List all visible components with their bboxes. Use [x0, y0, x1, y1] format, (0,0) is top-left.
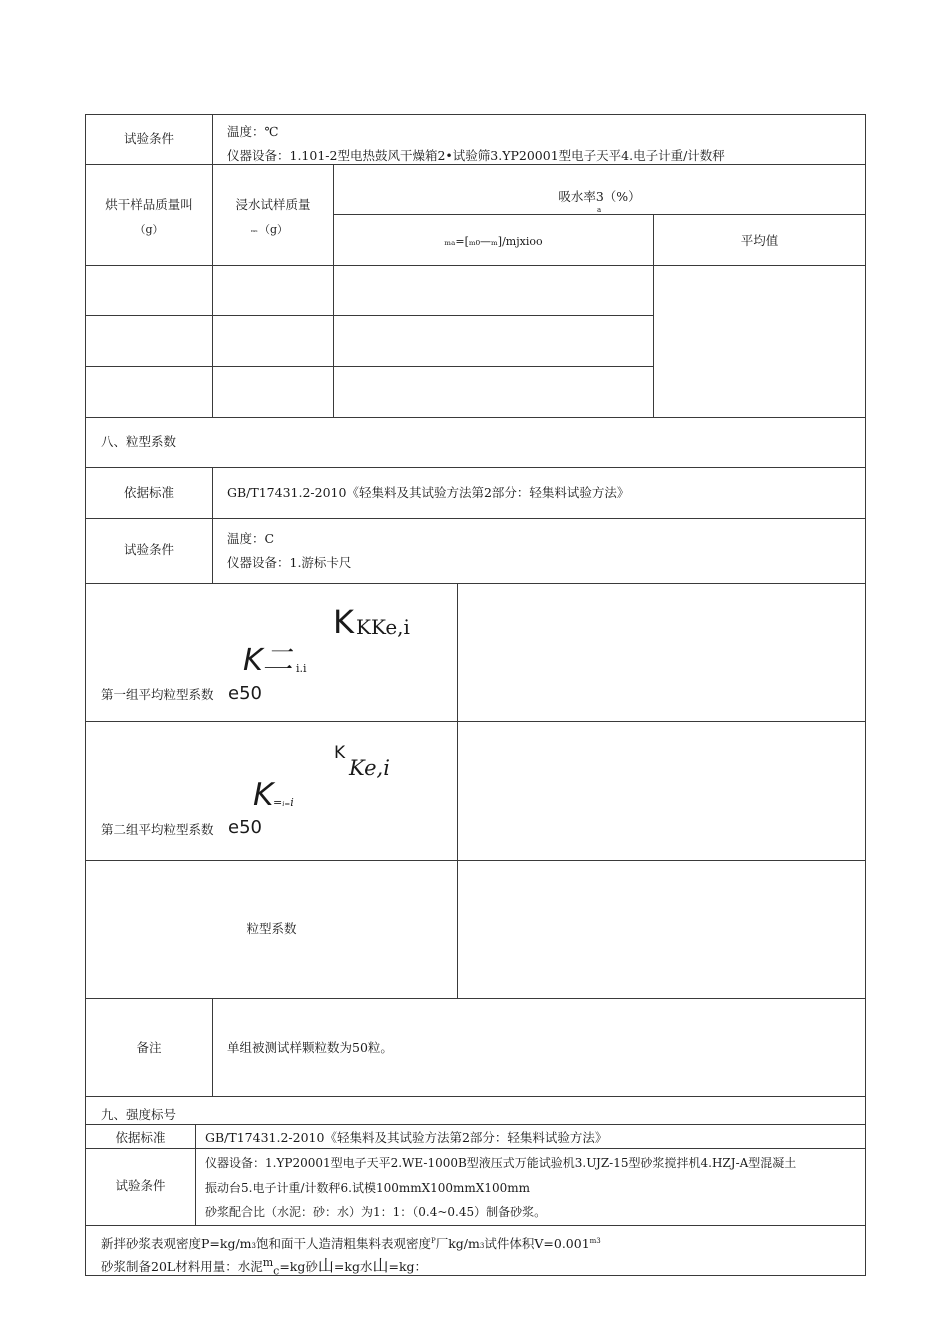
shape-coefficient-label: 粒型系数	[246, 921, 297, 936]
g1-formula-top: KKe,i	[356, 615, 410, 639]
g1-avg-coefficient-label: 第一组平均粒型系数	[101, 687, 214, 702]
g2-avg-coefficient-label: 第二组平均粒型系数	[101, 822, 214, 837]
s8-section-title: 八、粒型系数	[101, 434, 177, 449]
col-soaked-mass-subscript: ₘₛ	[251, 226, 258, 234]
col-soaked-mass-header: 浸水试样质量	[235, 197, 311, 212]
material-label: 砂浆制备20L材料用量：水泥	[101, 1259, 263, 1275]
s8-condition-equipment: 仪器设备：1.游标卡尺	[227, 555, 352, 570]
col-absorption-subscript: a	[597, 206, 602, 214]
rule	[212, 467, 213, 583]
mass-symbol: m	[262, 1256, 274, 1269]
s9-basis-label: 依据标准	[115, 1130, 166, 1145]
rule	[85, 998, 866, 999]
rule	[85, 114, 86, 1275]
rule	[85, 114, 866, 115]
rule	[865, 114, 866, 1275]
rule	[85, 467, 866, 468]
g1-formula-top-K: K	[333, 603, 354, 641]
rule	[85, 860, 866, 861]
cement-subscript: c	[273, 1264, 280, 1278]
rule	[85, 518, 866, 519]
unit-subscript: 3	[479, 1242, 485, 1251]
rule	[85, 417, 866, 418]
density-line	[101, 1238, 601, 1251]
rule	[85, 721, 866, 722]
s8-condition-label: 试验条件	[123, 542, 174, 557]
g1-formula-K: K二	[243, 643, 293, 678]
rule	[212, 998, 213, 1096]
s7-condition-label: 试验条件	[123, 131, 174, 146]
aggregate-density-unit: 厂kg/m	[435, 1236, 480, 1252]
s7-condition-equipment: 仪器设备：1.101-2型电热鼓风干燥箱2•试验筛3.YP20001型电子天平4.电子计重/计数秤	[227, 148, 725, 163]
s8-basis-label: 依据标准	[123, 485, 174, 500]
s8-condition-temperature: 温度：C	[227, 531, 275, 546]
fresh-mortar-density: 新拌砂浆表观密度P=kg/m	[101, 1236, 252, 1252]
absorption-formula: ₘₐ=[ₘ₀—ₘ]/mjxioo	[444, 235, 543, 248]
specimen-volume: 试件体积V=0.001	[484, 1236, 590, 1252]
rule	[85, 164, 866, 165]
rule	[85, 1096, 866, 1097]
rule	[85, 583, 866, 584]
rule	[85, 315, 654, 316]
rule	[457, 583, 458, 998]
rho-symbol: P	[431, 1237, 436, 1245]
g2-formula-K: K	[253, 777, 274, 813]
g2-e50: e50	[228, 817, 262, 838]
rule	[85, 1148, 866, 1149]
g2-formula-subscript: =ᵢ₌i	[273, 796, 294, 809]
s7-condition-temperature: 温度：℃	[227, 124, 279, 139]
rule	[212, 114, 213, 417]
sand-symbol: 山	[317, 1256, 334, 1276]
s9-section-title: 九、强度标号	[101, 1107, 177, 1122]
rule	[195, 1124, 196, 1225]
remark-label: 备注	[136, 1040, 162, 1055]
s9-condition-line3: 砂浆配合比（水泥：砂：水）为1：1：（0.4~0.45）制备砂浆。	[205, 1205, 547, 1219]
rule	[85, 1225, 866, 1226]
rule	[85, 265, 866, 266]
rule	[333, 214, 866, 215]
g1-e50: e50	[228, 683, 262, 704]
sand-unit: =kg水	[333, 1259, 373, 1275]
remark-value: 单组被测试样颗粒数为50粒。	[227, 1040, 393, 1055]
aggregate-density-label: 饱和面干人造清粗集料表观密度	[256, 1236, 432, 1252]
water-symbol: 山	[372, 1256, 389, 1276]
material-line	[101, 1257, 427, 1277]
unit-subscript: 3	[251, 1242, 256, 1251]
s9-condition-label: 试验条件	[115, 1178, 166, 1193]
s9-basis-value: GB/T17431.2-2010《轻集料及其试验方法第2部分：轻集料试验方法》	[205, 1130, 608, 1145]
g1-formula-subscript: i.i	[296, 662, 307, 675]
rule	[85, 366, 654, 367]
s9-condition-line2: 振动台5.电子计重/计数秤6.试模100mmX100mmX100mm	[205, 1181, 531, 1195]
water-unit: =kg：	[388, 1259, 428, 1275]
s8-basis-value: GB/T17431.2-2010《轻集料及其试验方法第2部分：轻集料试验方法》	[227, 485, 630, 500]
rule	[85, 1124, 866, 1125]
s9-condition-line1: 仪器设备：1.YP20001型电子天平2.WE-1000B型液压式万能试验机3.UJZ-15型砂浆搅拌机4.HZJ-A型混凝土	[205, 1156, 797, 1170]
volume-unit: m3	[589, 1237, 601, 1245]
col-dry-mass-unit: （g）	[134, 223, 164, 236]
col-dry-mass-header: 烘干样品质量叫	[105, 197, 193, 212]
col-average-header: 平均值	[740, 233, 779, 248]
cement-unit: =kg砂	[279, 1259, 318, 1275]
g2-formula-top-K: K	[334, 743, 346, 763]
g2-formula-top: Ke,i	[349, 756, 390, 780]
col-soaked-mass-unit: （g）	[259, 223, 289, 236]
col-absorption-header: 吸水率3（%）	[558, 189, 641, 204]
